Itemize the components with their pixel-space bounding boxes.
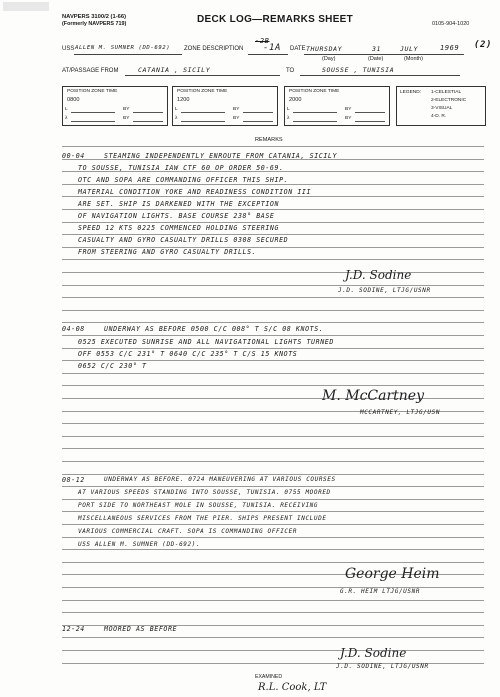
ruled-line: [62, 146, 484, 147]
entry-line: VARIOUS COMMERCIAL CRAFT. SOPA IS COMMANDING OFFICER: [78, 528, 298, 535]
ship-prefix: USS: [62, 46, 75, 52]
stamp-mark: [3, 2, 49, 11]
entry-line: OFF 0553 C/C 231° T 0640 C/C 235° T C/S 15 KNOTS: [78, 350, 298, 358]
entry-line: ARE SET. SHIP IS DARKENED WITH THE EXCEPTION: [78, 200, 280, 208]
watch-12-24: 12-24: [62, 625, 85, 633]
entry-line: FROM STEERING AND GYRO CASUALTY DRILLS.: [78, 248, 257, 256]
ruled-line: [62, 373, 484, 374]
ruled-line: [62, 259, 484, 260]
ruled-line: [62, 360, 484, 361]
ruled-line: [62, 285, 484, 286]
ruled-line: [62, 196, 484, 197]
remarks-label: REMARKS: [255, 137, 283, 143]
stock-number: 0105-904-1020: [432, 21, 470, 27]
signer-08-12: G.R. HEIM LTJG/USNR: [340, 588, 421, 595]
form-number-alt: (Formerly NAVPERS 719): [62, 21, 127, 27]
ruled-line: [62, 612, 484, 613]
day-caption: (Day): [322, 56, 336, 62]
form-number: NAVPERS 3100/2 (1-66): [62, 14, 127, 20]
ruled-line: [62, 474, 484, 475]
passage-to: SOUSSE , TUNISIA: [322, 66, 395, 74]
position-box-2: POSITION ZONE TIME 1200 L BY λ BY: [172, 86, 278, 126]
passage-to-label: TO: [286, 68, 295, 74]
position-box-3: POSITION ZONE TIME 2000 L BY λ BY: [284, 86, 390, 126]
passage-from: CATANIA , SICILY: [138, 66, 211, 74]
entry-line: MATERIAL CONDITION YOKE AND READINESS CONDITION III: [78, 188, 312, 196]
signature-08-12: George Heim: [345, 566, 440, 582]
entry-line: 0525 EXECUTED SUNRISE AND ALL NAVIGATIONAL LIGHTS TURNED: [78, 338, 334, 346]
ruled-line: [62, 272, 484, 273]
ship-name: ALLEN M. SUMNER (DD-692): [75, 45, 171, 51]
ruled-line: [62, 184, 484, 185]
ruled-line: [62, 650, 484, 651]
ruled-line: [62, 310, 484, 311]
date-number: 31: [372, 45, 382, 53]
legend-label: LEGEND:: [400, 90, 422, 95]
position-time-2: 1200: [177, 97, 190, 103]
entry-line: CASUALTY AND GYRO CASUALTY DRILLS 0308 SECURED: [78, 236, 289, 244]
entry-line: UNDERWAY AS BEFORE 0500 C/C 008° T S/C 08 KNOTS.: [104, 325, 324, 333]
ruled-line: [62, 587, 484, 588]
watch-08-12: 08-12: [62, 476, 85, 484]
ruled-line: [62, 461, 484, 462]
passage-label: AT/PASSAGE FROM: [62, 68, 119, 74]
entry-line: AT VARIOUS SPEEDS STANDING INTO SOUSSE, TUNISIA. 0755 MOORED: [78, 489, 331, 496]
entry-line: MOORED AS BEFORE: [104, 625, 178, 633]
ruled-line: [62, 322, 484, 323]
examined-label: EXAMINED: [255, 674, 283, 680]
ruled-line: [62, 448, 484, 449]
ruled-line: [62, 637, 484, 638]
date-caption: (Date): [368, 56, 384, 62]
entry-line: TO SOUSSE, TUNISIA IAW CTF 60 OP ORDER 50-69.: [78, 164, 284, 172]
zone-value: -1A: [263, 43, 282, 53]
ruled-line: [62, 234, 484, 235]
entry-line: STEAMING INDEPENDENTLY ENROUTE FROM CATANIA, SICILY: [104, 152, 338, 160]
date-day: THURSDAY: [306, 45, 343, 53]
signature-00-04: J.D. Sodine: [345, 268, 412, 282]
ruled-line: [62, 524, 484, 525]
ruled-line: [62, 222, 484, 223]
legend-box: LEGEND: 1-CELESTIAL 2-ELECTRONIC 3-VISUAL 4-D. R.: [396, 86, 486, 126]
entry-line: OF NAVIGATION LIGHTS. BASE COURSE 238° BASE: [78, 212, 275, 220]
signer-12-24: J.D. SODINE, LTJG/USNR: [336, 663, 429, 670]
zone-struck: -2B: [255, 37, 270, 45]
month-caption: (Month): [404, 56, 423, 62]
ruled-line: [62, 335, 484, 336]
position-time-1: 0800: [67, 97, 80, 103]
date-label: DATE: [290, 46, 306, 52]
watch-04-08: 04-08: [62, 325, 85, 333]
signature-12-24: J.D. Sodine: [340, 646, 407, 660]
ruled-line: [62, 486, 484, 487]
entry-line: SPEED 12 KTS 0225 COMMENCED HOLDING STEERING: [78, 224, 280, 232]
date-month: JULY: [400, 45, 419, 53]
watch-00-04: 00-04: [62, 152, 85, 160]
signer-04-08: MCCARTNEY, LTJG/USN: [360, 409, 441, 416]
entry-line: MISCELLANEOUS SERVICES FROM THE PIER. SHIPS PRESENT INCLUDE: [78, 515, 327, 522]
ruled-line: [62, 348, 484, 349]
ruled-line: [62, 385, 484, 386]
zone-label: ZONE DESCRIPTION: [184, 46, 244, 52]
entry-line: OTC AND SOPA ARE COMMANDING OFFICER THIS SHIP.: [78, 176, 289, 184]
ruled-line: [62, 600, 484, 601]
entry-line: USS ALLEN M. SUMNER (DD-692).: [78, 541, 201, 548]
ruled-line: [62, 436, 484, 437]
examined-signature: R.L. Cook, LT: [258, 682, 327, 693]
date-year: 1969: [440, 44, 460, 52]
position-box-1: POSITION ZONE TIME 0800 L BY λ BY: [62, 86, 168, 126]
page-title: DECK LOG—REMARKS SHEET: [197, 14, 354, 25]
ruled-line: [62, 562, 484, 563]
entry-line: UNDERWAY AS BEFORE. 0724 MANEUVERING AT VARIOUS COURSES: [104, 476, 336, 483]
ruled-line: [62, 423, 484, 424]
entry-line: PORT SIDE TO NORTHEAST MOLE IN SOUSSE, TUNISIA. RECEIVING: [78, 502, 319, 509]
ruled-line: [62, 537, 484, 538]
position-time-3: 2000: [289, 97, 302, 103]
ruled-line: [62, 209, 484, 210]
signer-00-04: J.D. SODINE, LTJG/USNR: [338, 287, 431, 294]
ruled-line: [62, 499, 484, 500]
signature-04-08: M. McCartney: [322, 388, 424, 404]
ruled-line: [62, 297, 484, 298]
entry-line: 0652 C/C 230° T: [78, 362, 147, 370]
page-mark: (2): [474, 40, 493, 50]
ruled-line: [62, 511, 484, 512]
ruled-line: [62, 549, 484, 550]
